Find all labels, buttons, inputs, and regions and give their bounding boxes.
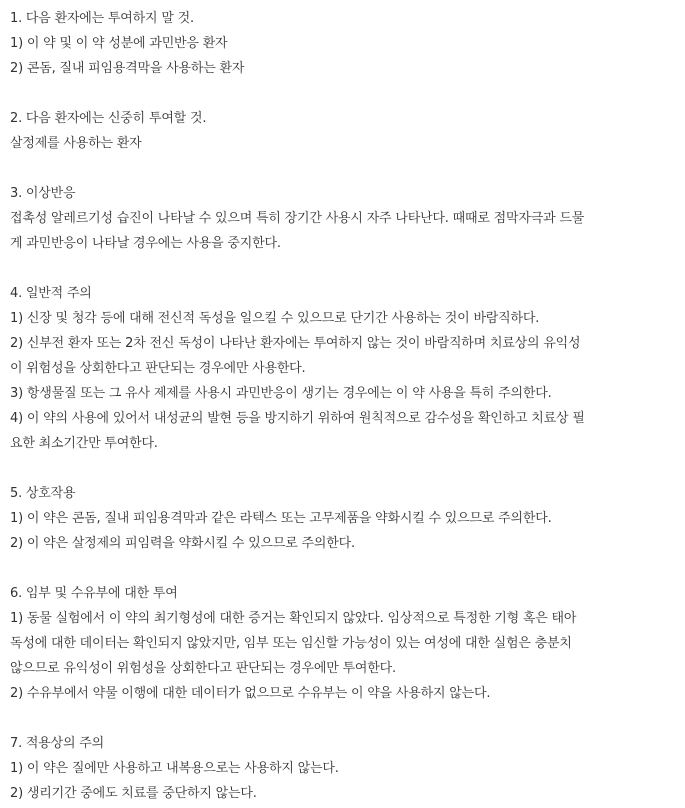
section-adverse-reactions [10,181,678,256]
section-line: 3) 항생물질 또는 그 유사 제제를 사용시 과민반응이 생기는 경우에는 이 약 사용을 특히 주의한다. [10,386,552,401]
section-line: 1) 이 약 및 이 약 성분에 과민반응 환자 [10,36,228,51]
section-heading: 1. 다음 환자에는 투여하지 말 것. [10,11,194,26]
section-line: 2) 생리기간 중에도 치료를 중단하지 않는다. [10,786,257,801]
section-heading: 3. 이상반응 [10,186,76,201]
section-general-precautions [10,281,678,456]
section-line: 2) 이 약은 살정제의 피임력을 약화시킬 수 있으므로 주의한다. [10,536,355,551]
section-line: 요한 최소기간만 투여한다. [10,436,158,451]
section-interactions [10,481,678,556]
section-heading: 2. 다음 환자에는 신중히 투여할 것. [10,111,207,126]
section-pregnancy-lactation [10,581,678,706]
section-line: 접촉성 알레르기성 습진이 나타날 수 있으며 특히 장기간 사용시 자주 나타난다. 때때로 점막자극과 드물 [10,211,585,226]
section-line: 게 과민반응이 나타날 경우에는 사용을 중지한다. [10,236,281,251]
section-line: 1) 이 약은 질에만 사용하고 내복용으로는 사용하지 않는다. [10,761,339,776]
section-line: 2) 신부전 환자 또는 2차 전신 독성이 나타난 환자에는 투여하지 않는 것이 바람직하며 치료상의 유익성 [10,336,581,351]
section-heading: 5. 상호작용 [10,486,76,501]
section-line: 2) 수유부에서 약물 이행에 대한 데이터가 없으므로 수유부는 이 약을 사용하지 않는다. [10,686,491,701]
section-line: 이 위험성을 상회한다고 판단되는 경우에만 사용한다. [10,361,306,376]
section-line: 4) 이 약의 사용에 있어서 내성균의 발현 등을 방지하기 위하여 원칙적으로 감수성을 확인하고 치료상 필 [10,411,585,426]
section-heading: 6. 임부 및 수유부에 대한 투여 [10,586,178,601]
section-careful-administration [10,106,678,156]
section-line: 1) 이 약은 콘돔, 질내 피임용격막과 같은 라텍스 또는 고무제품을 약화시킬 수 있으므로 주의한다. [10,511,552,526]
document-body [10,6,678,806]
section-heading: 7. 적용상의 주의 [10,736,105,751]
section-line: 1) 신장 및 청각 등에 대해 전신적 독성을 일으킬 수 있으므로 단기간 사용하는 것이 바람직하다. [10,311,540,326]
section-line: 않으므로 유익성이 위험성을 상회한다고 판단되는 경우에만 투여한다. [10,661,396,676]
section-contraindications [10,6,678,81]
section-application-precautions [10,731,678,806]
section-line: 2) 콘돔, 질내 피임용격막을 사용하는 환자 [10,61,245,76]
section-line: 살정제를 사용하는 환자 [10,136,142,151]
section-line: 독성에 대한 데이터는 확인되지 않았지만, 임부 또는 임신할 가능성이 있는 여성에 대한 실험은 충분치 [10,636,572,651]
section-line: 1) 동물 실험에서 이 약의 최기형성에 대한 증거는 확인되지 않았다. 임상적으로 특정한 기형 혹은 태아 [10,611,577,626]
section-heading: 4. 일반적 주의 [10,286,92,301]
